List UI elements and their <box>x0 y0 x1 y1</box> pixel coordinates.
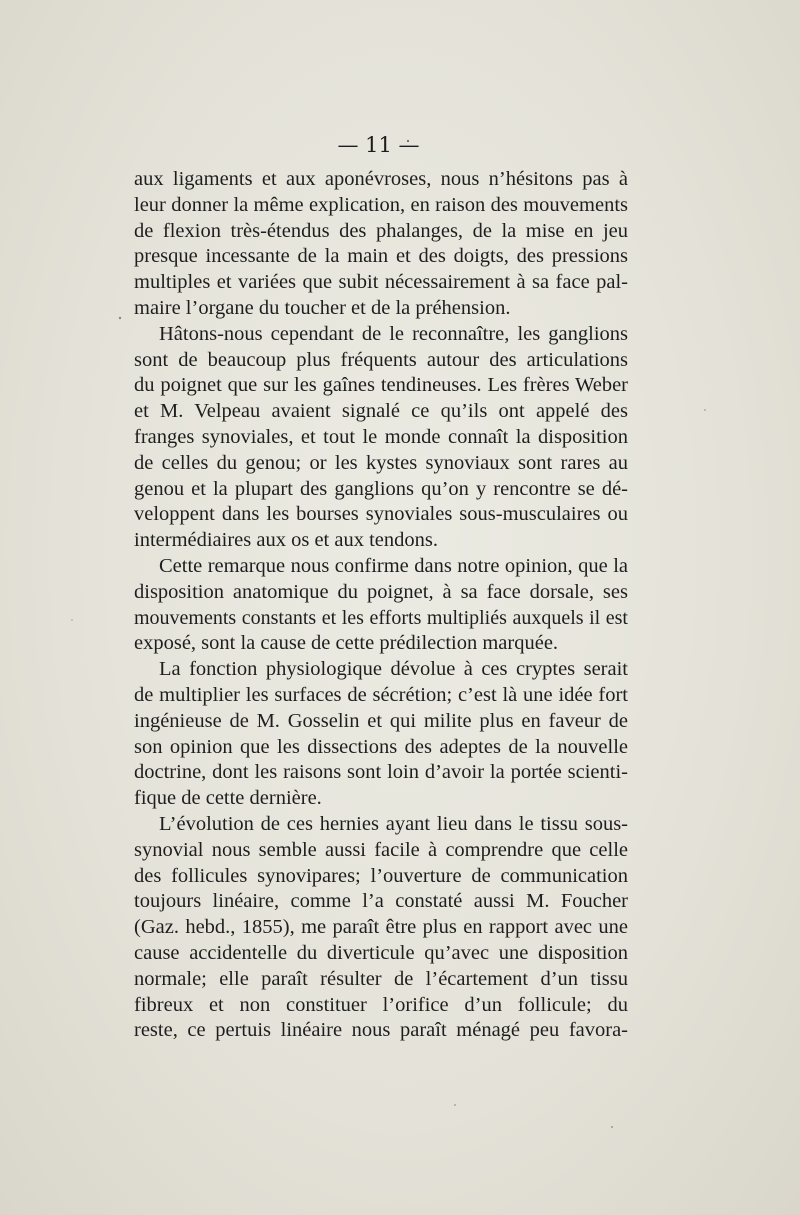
text-line: doctrine, dont les raisons sont loin d’avoir la portée scienti- <box>134 761 628 784</box>
text-line: ingénieuse de M. Gosselin et qui milite plus en faveur de <box>134 709 628 732</box>
text-line: Cette remarque nous confirme dans notre opinion, que la <box>159 554 628 577</box>
text-line: genou et la plupart des ganglions qu’on y rencontre se dé- <box>134 477 628 500</box>
body-text <box>134 167 628 1044</box>
text-line: synovial nous semble aussi facile à comprendre que celle <box>134 838 628 861</box>
text-line: fibreux et non constituer l’orifice d’un follicule; du <box>134 993 628 1016</box>
text-line: sont de beaucoup plus fréquents autour des articulations <box>134 348 628 371</box>
text-line: de multiplier les surfaces de sécrétion; c’est là une idée fort <box>134 683 628 706</box>
text-line: veloppent dans les bourses synoviales sous-musculaires ou <box>134 503 628 526</box>
text-line: maire l’organe du toucher et de la préhension. <box>134 296 511 319</box>
text-line: aux ligaments et aux aponévroses, nous n’hésitons pas à <box>134 168 628 190</box>
text-line: son opinion que les dissections des adeptes de la nouvelle <box>134 735 628 758</box>
text-line: multiples et variées que subit nécessairement à sa face pal- <box>134 271 628 294</box>
text-line: cause accidentelle du diverticule qu’avec une disposition <box>134 941 628 964</box>
text-line: intermédiaires aux os et aux tendons. <box>134 529 438 552</box>
text-line: fique de cette dernière. <box>134 787 322 810</box>
text-line: franges synoviales, et tout le monde connaît la disposition <box>134 425 628 448</box>
text-line: La fonction physiologique dévolue à ces cryptes serait <box>159 658 628 681</box>
text-line: mouvements constants et les efforts multipliés auxquels il est <box>134 606 628 629</box>
text-line: toujours linéaire, comme l’a constaté aussi M. Foucher <box>134 890 628 913</box>
text-line: presque incessante de la main et des doigts, des pressions <box>134 245 628 268</box>
text-line: de flexion très-étendus des phalanges, de la mise en jeu <box>134 219 628 242</box>
text-line: (Gaz. hebd., 1855), me paraît être plus en rapport avec une <box>134 916 628 939</box>
text-line: Hâtons-nous cependant de le reconnaître, les ganglions <box>159 322 628 345</box>
text-line: disposition anatomique du poignet, à sa face dorsale, ses <box>134 580 628 603</box>
text-line: des follicules synovipares; l’ouverture de communication <box>134 864 628 887</box>
text-line: de celles du genou; or les kystes synoviaux sont rares au <box>134 451 628 474</box>
text-line: du poignet que sur les gaînes tendineuses. Les frères Weber <box>134 374 628 397</box>
text-line: L’évolution de ces hernies ayant lieu dans le tissu sous- <box>159 812 628 835</box>
text-line: normale; elle paraît résulter de l’écartement d’un tissu <box>134 967 628 990</box>
text-line: et M. Velpeau avaient signalé ce qu’ils ont appelé des <box>134 400 628 423</box>
text-line: leur donner la même explication, en raison des mouvements <box>134 193 628 216</box>
text-line: reste, ce pertuis linéaire nous paraît ménagé peu favora- <box>134 1019 628 1042</box>
text-line: exposé, sont la cause de cette prédilection marquée. <box>134 632 559 655</box>
page-number: — 11 — <box>337 133 420 157</box>
